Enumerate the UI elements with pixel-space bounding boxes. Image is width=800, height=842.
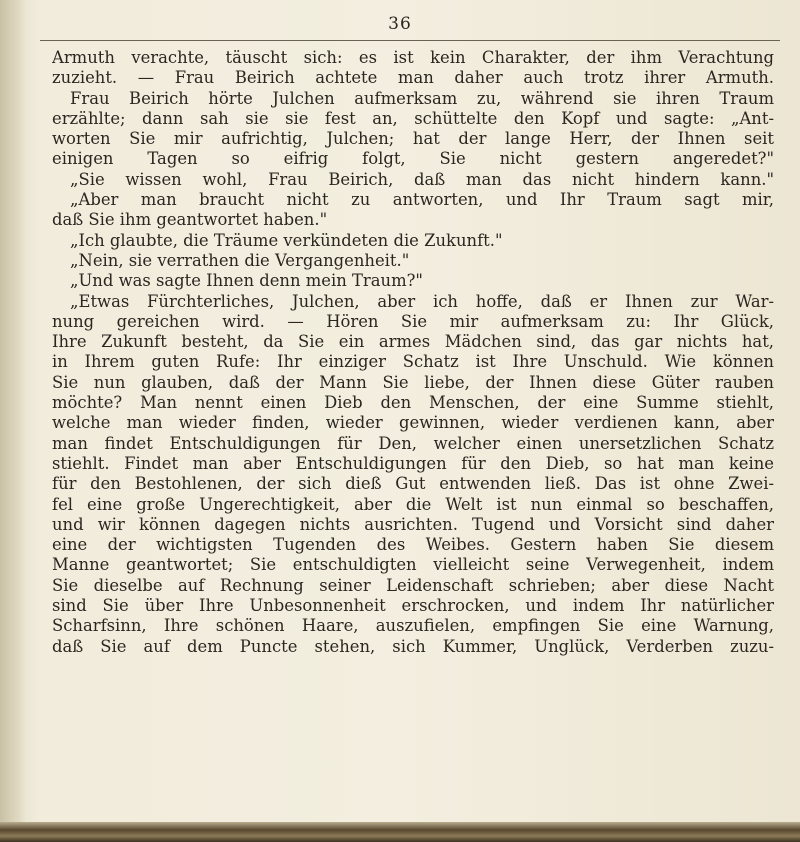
text-line: „Ich glaubte, die Träume verkündeten die Zukunft." <box>70 230 503 250</box>
header-rule <box>40 40 780 41</box>
text-line: Manne geantwortet; Sie entschuldigten vielleicht seine Verwegenheit, indem <box>52 555 774 575</box>
text-line: in Ihrem guten Rufe: Ihr einziger Schatz ist Ihre Unschuld. Wie können <box>52 352 774 372</box>
text-line: „Sie wissen wohl, Frau Beirich, daß man das nicht hindern kann." <box>70 169 774 189</box>
page-bottom-edge <box>0 822 800 842</box>
text-line: „Etwas Fürchterliches, Julchen, aber ich hoffe, daß er Ihnen zur War- <box>70 291 774 311</box>
text-line: Frau Beirich hörte Julchen aufmerksam zu, während sie ihren Traum <box>70 88 774 108</box>
text-line: erzählte; dann sah sie sie fest an, schüttelte den Kopf und sagte: „Ant- <box>52 108 774 128</box>
text-line: sind Sie über Ihre Unbesonnenheit erschrocken, und indem Ihr natürlicher <box>52 596 774 616</box>
text-line: Armuth verachte, täuscht sich: es ist kein Charakter, der ihm Verachtung <box>52 48 774 67</box>
text-line: Ihre Zukunft besteht, da Sie ein armes Mädchen sind, das gar nichts hat, <box>52 332 774 352</box>
text-line: eine der wichtigsten Tugenden des Weibes. Gestern haben Sie diesem <box>52 535 774 555</box>
text-line: möchte? Man nennt einen Dieb den Menschen, der eine Summe stiehlt, <box>52 393 774 413</box>
text-line: und wir können dagegen nichts ausrichten. Tugend und Vorsicht sind daher <box>52 514 774 534</box>
body-text <box>52 48 774 657</box>
text-line: Sie nun glauben, daß der Mann Sie liebe, der Ihnen diese Güter rauben <box>52 372 774 392</box>
text-line: „Nein, sie verrathen die Vergangenheit." <box>70 250 410 270</box>
text-line: für den Bestohlenen, der sich dieß Gut entwenden ließ. Das ist ohne Zwei- <box>52 474 774 494</box>
text-line: daß Sie ihm geantwortet haben." <box>52 210 328 230</box>
text-line: daß Sie auf dem Puncte stehen, sich Kummer, Unglück, Verderben zuzu- <box>52 636 774 656</box>
text-line: zuzieht. — Frau Beirich achtete man daher auch trotz ihrer Armuth. <box>52 68 774 88</box>
page-number: 36 <box>388 14 412 34</box>
text-line: Scharfsinn, Ihre schönen Haare, auszufielen, empfingen Sie eine Warnung, <box>52 616 774 636</box>
text-line: nung gereichen wird. — Hören Sie mir aufmerksam zu: Ihr Glück, <box>52 311 774 331</box>
text-line: fel eine große Ungerechtigkeit, aber die Welt ist nun einmal so beschaffen, <box>52 494 774 514</box>
text-line: einigen Tagen so eifrig folgt, Sie nicht gestern angeredet?" <box>52 149 774 169</box>
page-gutter <box>0 0 26 842</box>
text-line: „Aber man braucht nicht zu antworten, und Ihr Traum sagt mir, <box>70 190 774 210</box>
text-line: Sie dieselbe auf Rechnung seiner Leidenschaft schrieben; aber diese Nacht <box>52 575 774 595</box>
text-line: „Und was sagte Ihnen denn mein Traum?" <box>70 271 423 291</box>
text-line: stiehlt. Findet man aber Entschuldigungen für den Dieb, so hat man keine <box>52 453 774 473</box>
text-line: worten Sie mir aufrichtig, Julchen; hat der lange Herr, der Ihnen seit <box>52 129 774 149</box>
text-line: welche man wieder finden, wieder gewinnen, wieder verdienen kann, aber <box>52 413 774 433</box>
text-line: man findet Entschuldigungen für Den, welcher einen unersetzlichen Schatz <box>52 433 774 453</box>
